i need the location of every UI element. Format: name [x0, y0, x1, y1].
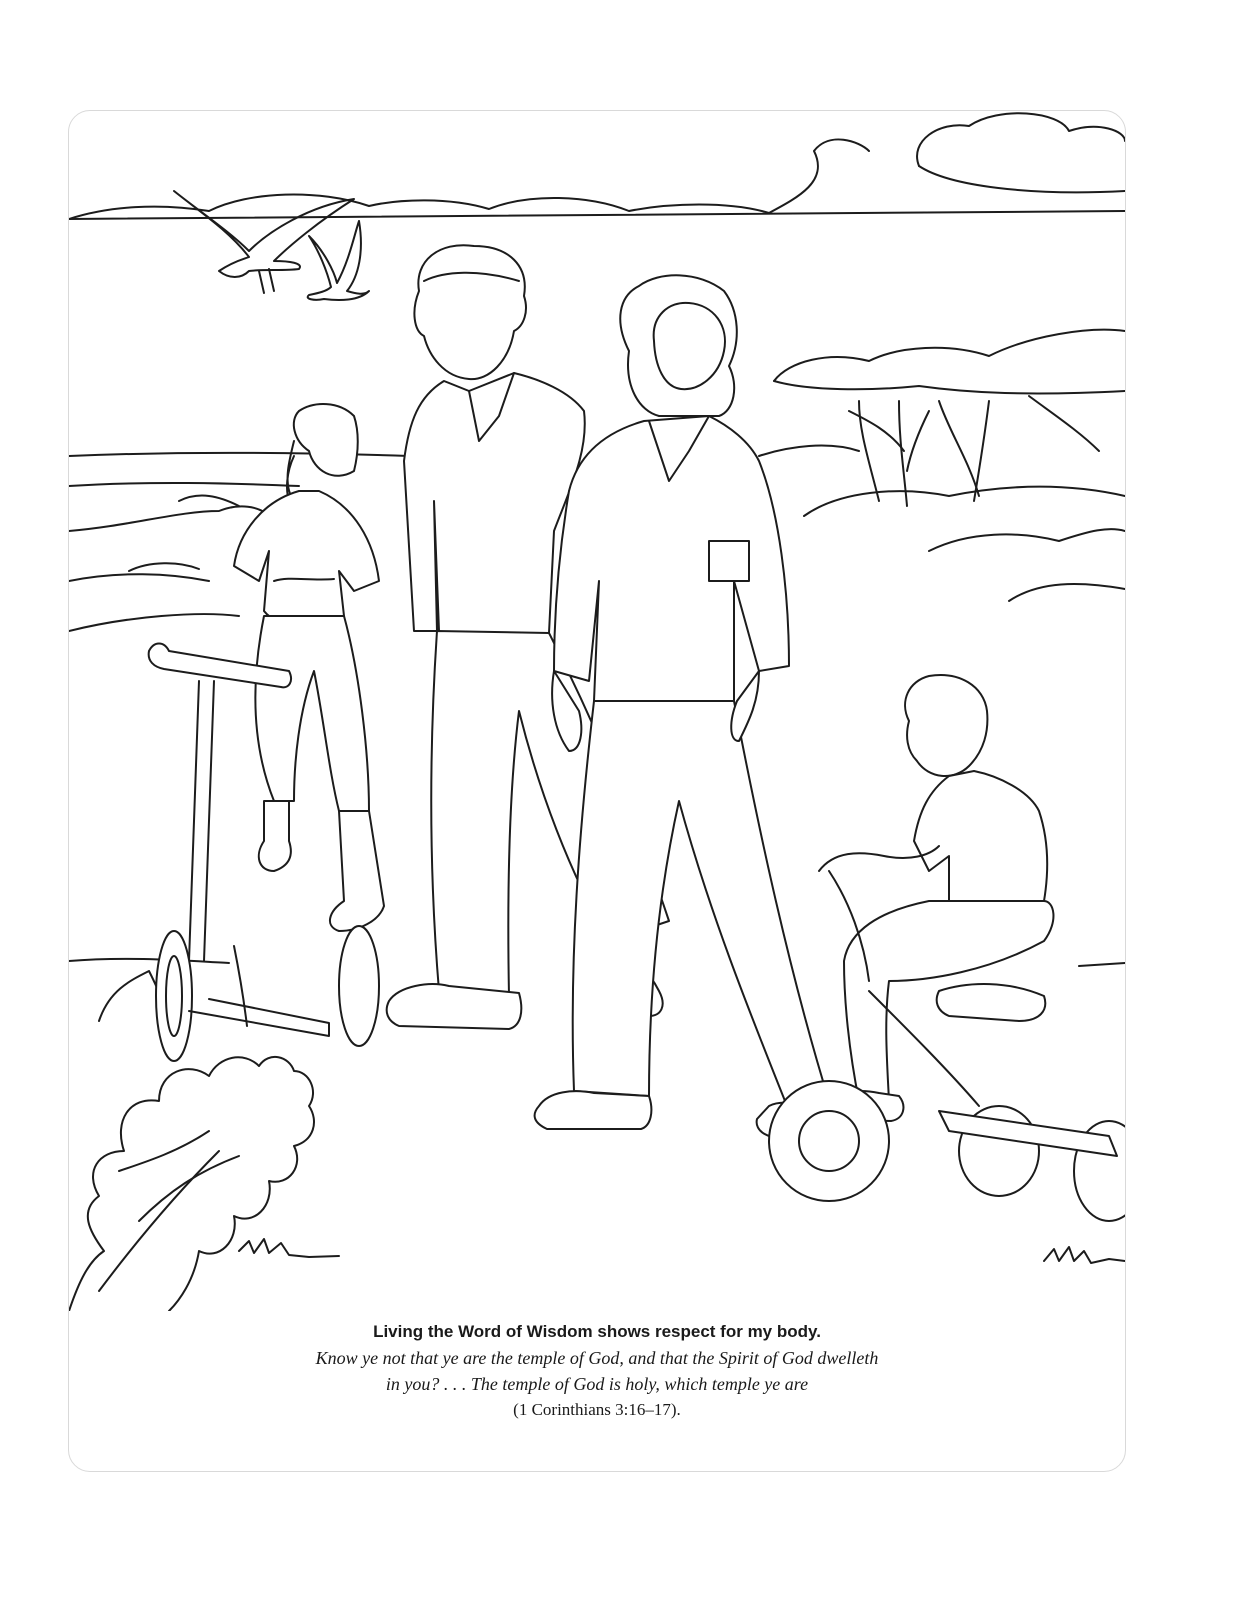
girl-on-scooter — [149, 404, 384, 1061]
birds — [174, 191, 369, 300]
family-walking-illustration — [69, 111, 1125, 1311]
clouds — [69, 113, 1125, 219]
page-frame — [68, 110, 1126, 1472]
scripture-verse-line-2: in you? . . . The temple of God is holy, which temple ye are — [385, 1374, 809, 1394]
caption-block — [69, 1319, 1125, 1423]
caption-title: Living the Word of Wisdom shows respect for my body. — [373, 1322, 821, 1341]
scripture-verse-line-1: Know ye not that ye are the temple of God, and that the Spirit of God dwelleth — [315, 1348, 879, 1368]
scripture-reference: (1 Corinthians 3:16–17). — [513, 1400, 681, 1419]
boy-on-tricycle — [769, 675, 1125, 1221]
